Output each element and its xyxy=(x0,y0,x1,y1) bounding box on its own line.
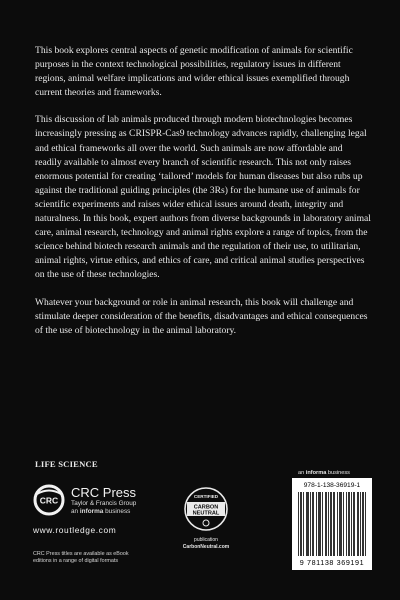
subject-label: LIFE SCIENCE xyxy=(35,459,98,469)
barcode-bar xyxy=(331,492,332,556)
barcode-bar xyxy=(308,492,309,556)
ebook-note: CRC Press titles are available as eBook editions in a range of digital formats xyxy=(33,551,129,564)
barcode-bar xyxy=(310,492,311,556)
informa-name: informa xyxy=(305,470,327,476)
barcode-bar xyxy=(354,492,355,556)
barcode-box xyxy=(292,478,372,570)
publisher-business-name: informa xyxy=(79,508,104,515)
barcode-bar xyxy=(357,492,358,556)
blurb-paragraph-3: Whatever your background or role in animal research, this book will challenge and stimulate deeper consideration of the benefits, disadvantages and ethical consequences of the use of biotechnology in the animal laboratory. xyxy=(35,296,368,336)
blurb-paragraph-1: This book explores central aspects of genetic modification of animals for scientific purposes in the context technological possibilities, regulatory issues in different regions, animal welfare implications and wider ethical issues exemplified through current theories and frameworks. xyxy=(35,45,353,99)
barcode-bar xyxy=(306,492,307,556)
barcode-bar xyxy=(362,492,363,556)
barcode-bar xyxy=(353,492,354,556)
barcode-bar xyxy=(349,492,350,556)
barcode-bar xyxy=(343,492,344,556)
publisher-website: www.routledge.com xyxy=(33,525,117,535)
barcode-bar xyxy=(307,492,308,556)
barcode-bar xyxy=(339,492,340,556)
publisher-business-line xyxy=(71,508,136,516)
informa-business-tag xyxy=(298,470,350,476)
barcode-bar xyxy=(312,492,313,556)
barcode-bar xyxy=(365,492,366,556)
barcode-bar xyxy=(363,492,364,556)
barcode-bar xyxy=(320,492,321,556)
barcode-bar xyxy=(322,492,323,556)
informa-suffix: business xyxy=(327,470,350,476)
blurb-paragraph-2: This discussion of lab animals produced through modern biotechnologies becomes increasingly pressing as CRISPR-Cas9 technology advances rapidly, challenging legal and ethical frameworks all over the world. Such animals are now affordable and readily available to almost every branch of scientific research. This not only raises enormous potential for creating ‘tailored’ models for human diseases but also rubs up against the traditional guiding principles (the 3Rs) for the humane use of animals for scientific experiments and raises wider ethical issues around death, integrity and naturalness. In this book, expert authors from diverse backgrounds in laboratory animal care, animal research, technology and animal rights explore a range of topics, from the science behind biotech research animals and the regulation of their use, to utilitarian, animal rights, virtue ethics, and ethics of care, and critical animal studies perspectives on the use of these technologies. xyxy=(35,114,371,281)
barcode-bar xyxy=(301,492,302,556)
barcode-bar xyxy=(313,492,314,556)
barcode-bar xyxy=(328,492,329,556)
publisher-business-suffix: business xyxy=(105,508,131,515)
barcode-bar xyxy=(303,492,304,556)
barcode-bar xyxy=(351,492,352,556)
barcode-bar xyxy=(330,492,331,556)
carbon-badge-top-text: CERTIFIED xyxy=(193,494,219,499)
isbn-text: 978-1-138-36919-1 xyxy=(303,482,361,489)
barcode-bar xyxy=(319,492,320,556)
barcode-bar xyxy=(333,492,334,556)
barcode-bar xyxy=(337,492,338,556)
crc-press-logo-icon xyxy=(33,484,67,516)
barcode-bar xyxy=(346,492,347,556)
barcode-bar xyxy=(340,492,341,556)
barcode-bar xyxy=(316,492,317,556)
barcode-bar xyxy=(341,492,342,556)
barcode-bar xyxy=(300,492,301,556)
barcode-bar xyxy=(360,492,361,556)
carbon-badge-caption xyxy=(175,537,237,550)
carbon-neutral-badge-icon xyxy=(183,486,229,532)
barcode-bar xyxy=(325,492,326,556)
barcode-bars xyxy=(298,492,366,556)
carbon-badge-publication-label: publication xyxy=(194,537,218,543)
publisher-group: Taylor & Francis Group xyxy=(71,500,137,507)
carbon-badge-url: CarbonNeutral.com xyxy=(182,543,230,550)
publisher-name: CRC Press xyxy=(71,485,137,500)
crc-logo-text: CRC xyxy=(39,495,59,506)
informa-prefix: an xyxy=(298,470,305,476)
publisher-business-prefix: an xyxy=(71,508,79,515)
back-cover-blurb xyxy=(35,44,371,351)
barcode-bar xyxy=(326,492,327,556)
carbon-badge-word2: NEUTRAL xyxy=(192,510,220,517)
barcode-bar xyxy=(334,492,335,556)
publisher-info xyxy=(71,485,136,516)
barcode-bar xyxy=(348,492,349,556)
barcode-bar xyxy=(358,492,359,556)
barcode-bar xyxy=(298,492,299,556)
carbon-badge-word1: CARBON xyxy=(193,504,219,511)
barcode-number: 9 781138 369191 xyxy=(299,558,365,567)
barcode-bar xyxy=(318,492,319,556)
